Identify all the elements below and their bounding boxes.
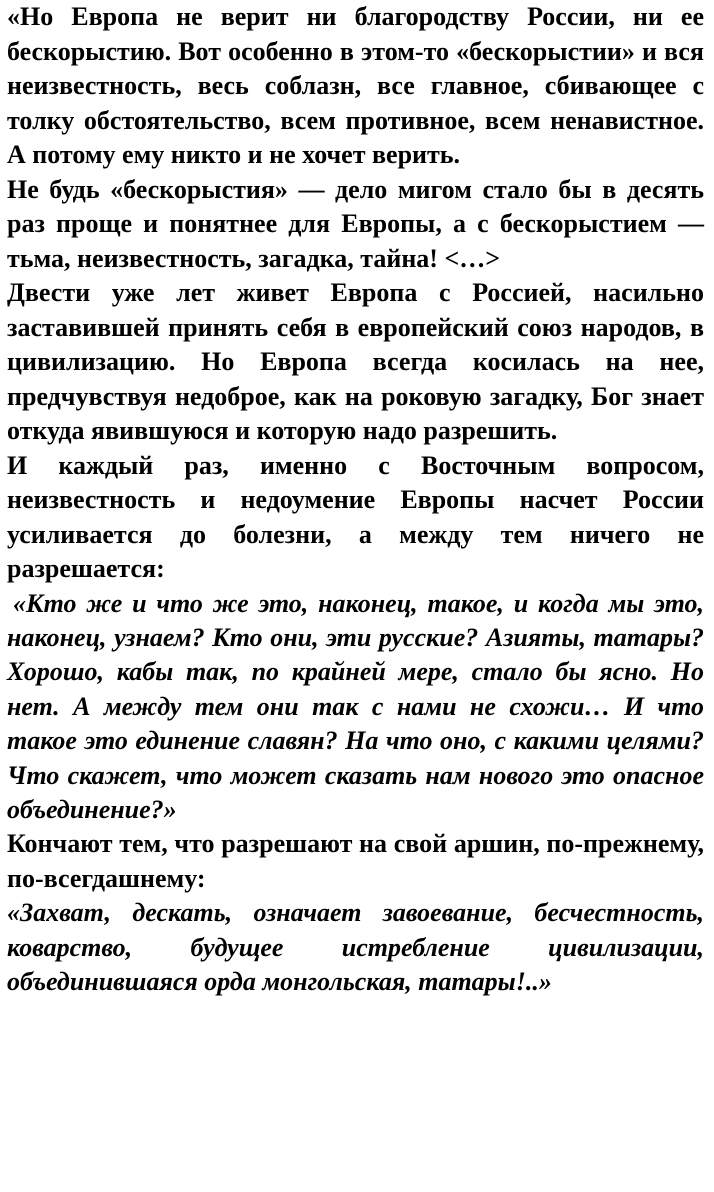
paragraph-5: Кончают тем, что разрешают на свой аршин, по-прежнему, по-всегдашнему: <box>7 829 704 893</box>
quote-paragraph-2: «Захват, дескать, означает завоевание, бесчестность, коварство, будущее истребление цивилизации, объединившаяся орда монгольская, татары!..» <box>7 898 704 997</box>
paragraph-4: И каждый раз, именно с Восточным вопросом, неизвестность и недоумение Европы насчет России усиливается до болезни, а между тем ничего не разрешается: <box>7 450 704 583</box>
quote-paragraph-1: «Кто же и что же это, наконец, такое, и когда мы это, наконец, узнаем? Кто они, эти русские? Азияты, татары? Хорошо, кабы так, по крайней мере, стало бы ясно. Но нет. А между тем они так с нами не схожи… И что такое это единение славян? На что оно, с какими целями? Что скажет, что может сказать нам нового это опасное объединение?» <box>7 588 704 824</box>
paragraph-2: Не будь «бескорыстия» — дело мигом стало бы в десять раз проще и понятнее для Европы, а с бескорыстием — тьма, неизвестность, загадка, тайна! <…> <box>7 174 704 273</box>
paragraph-1: «Но Европа не верит ни благородству России, ни ее бескорыстию. Вот особенно в этом-то «бескорыстии» и вся неизвестность, весь соблазн, все главное, сбивающее с толку обстоятельство, всем противное, всем ненавистное. А потому ему никто и не хочет верить. <box>7 2 704 169</box>
paragraph-3: Двести уже лет живет Европа с Россией, насильно заставившей принять себя в европейский союз народов, в цивилизацию. Но Европа всегда косилась на нее, предчувствуя недоброе, как на роковую загадку, Бог знает откуда явившуюся и которую надо разрешить. <box>7 278 704 445</box>
